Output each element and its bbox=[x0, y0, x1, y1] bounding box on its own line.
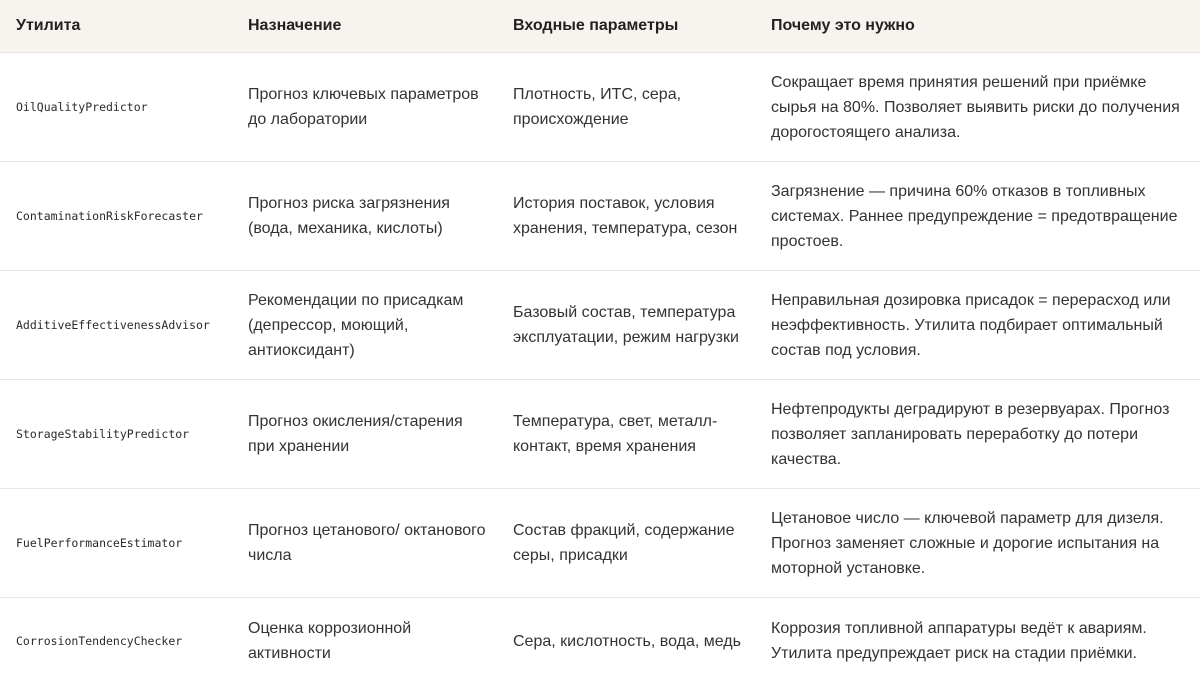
utility-name: AdditiveEffectivenessAdvisor bbox=[0, 271, 232, 380]
why-cell: Сокращает время принятия решений при приёмке сырья на 80%. Позволяет выявить риски до получения дорогостоящего анализа. bbox=[755, 53, 1200, 162]
table-row bbox=[0, 162, 1200, 271]
table-body bbox=[0, 53, 1200, 684]
inputs-cell: Плотность, ИТС, сера, происхождение bbox=[497, 53, 755, 162]
header-row bbox=[0, 0, 1200, 53]
purpose-cell: Прогноз окисления/старения при хранении bbox=[232, 380, 497, 489]
inputs-cell: История поставок, условия хранения, температура, сезон bbox=[497, 162, 755, 271]
why-cell: Цетановое число — ключевой параметр для дизеля. Прогноз заменяет сложные и дорогие испытания на моторной установке. bbox=[755, 489, 1200, 598]
why-cell: Неправильная дозировка присадок = перерасход или неэффективность. Утилита подбирает оптимальный состав под условия. bbox=[755, 271, 1200, 380]
inputs-cell: Сера, кислотность, вода, медь bbox=[497, 598, 755, 684]
table-row bbox=[0, 271, 1200, 380]
purpose-cell: Оценка коррозионной активности bbox=[232, 598, 497, 684]
table-row bbox=[0, 380, 1200, 489]
header-why: Почему это нужно bbox=[755, 0, 1200, 53]
utility-name: CorrosionTendencyChecker bbox=[0, 598, 232, 684]
header-utility: Утилита bbox=[0, 0, 232, 53]
header-purpose: Назначение bbox=[232, 0, 497, 53]
why-cell: Загрязнение — причина 60% отказов в топливных системах. Раннее предупреждение = предотвращение простоев. bbox=[755, 162, 1200, 271]
purpose-cell: Прогноз цетанового/ октанового числа bbox=[232, 489, 497, 598]
inputs-cell: Состав фракций, содержание серы, присадки bbox=[497, 489, 755, 598]
utility-name: StorageStabilityPredictor bbox=[0, 380, 232, 489]
purpose-cell: Прогноз ключевых параметров до лаборатории bbox=[232, 53, 497, 162]
table-row bbox=[0, 489, 1200, 598]
table-header bbox=[0, 0, 1200, 53]
purpose-cell: Рекомендации по присадкам (депрессор, моющий, антиоксидант) bbox=[232, 271, 497, 380]
utility-name: FuelPerformanceEstimator bbox=[0, 489, 232, 598]
inputs-cell: Температура, свет, металл-контакт, время хранения bbox=[497, 380, 755, 489]
utility-name: OilQualityPredictor bbox=[0, 53, 232, 162]
purpose-cell: Прогноз риска загрязнения (вода, механика, кислоты) bbox=[232, 162, 497, 271]
inputs-cell: Базовый состав, температура эксплуатации, режим нагрузки bbox=[497, 271, 755, 380]
table-row bbox=[0, 53, 1200, 162]
header-inputs: Входные параметры bbox=[497, 0, 755, 53]
utility-name: ContaminationRiskForecaster bbox=[0, 162, 232, 271]
table-row bbox=[0, 598, 1200, 684]
why-cell: Коррозия топливной аппаратуры ведёт к авариям. Утилита предупреждает риск на стадии приёмки. bbox=[755, 598, 1200, 684]
why-cell: Нефтепродукты деградируют в резервуарах. Прогноз позволяет запланировать переработку до потери качества. bbox=[755, 380, 1200, 489]
